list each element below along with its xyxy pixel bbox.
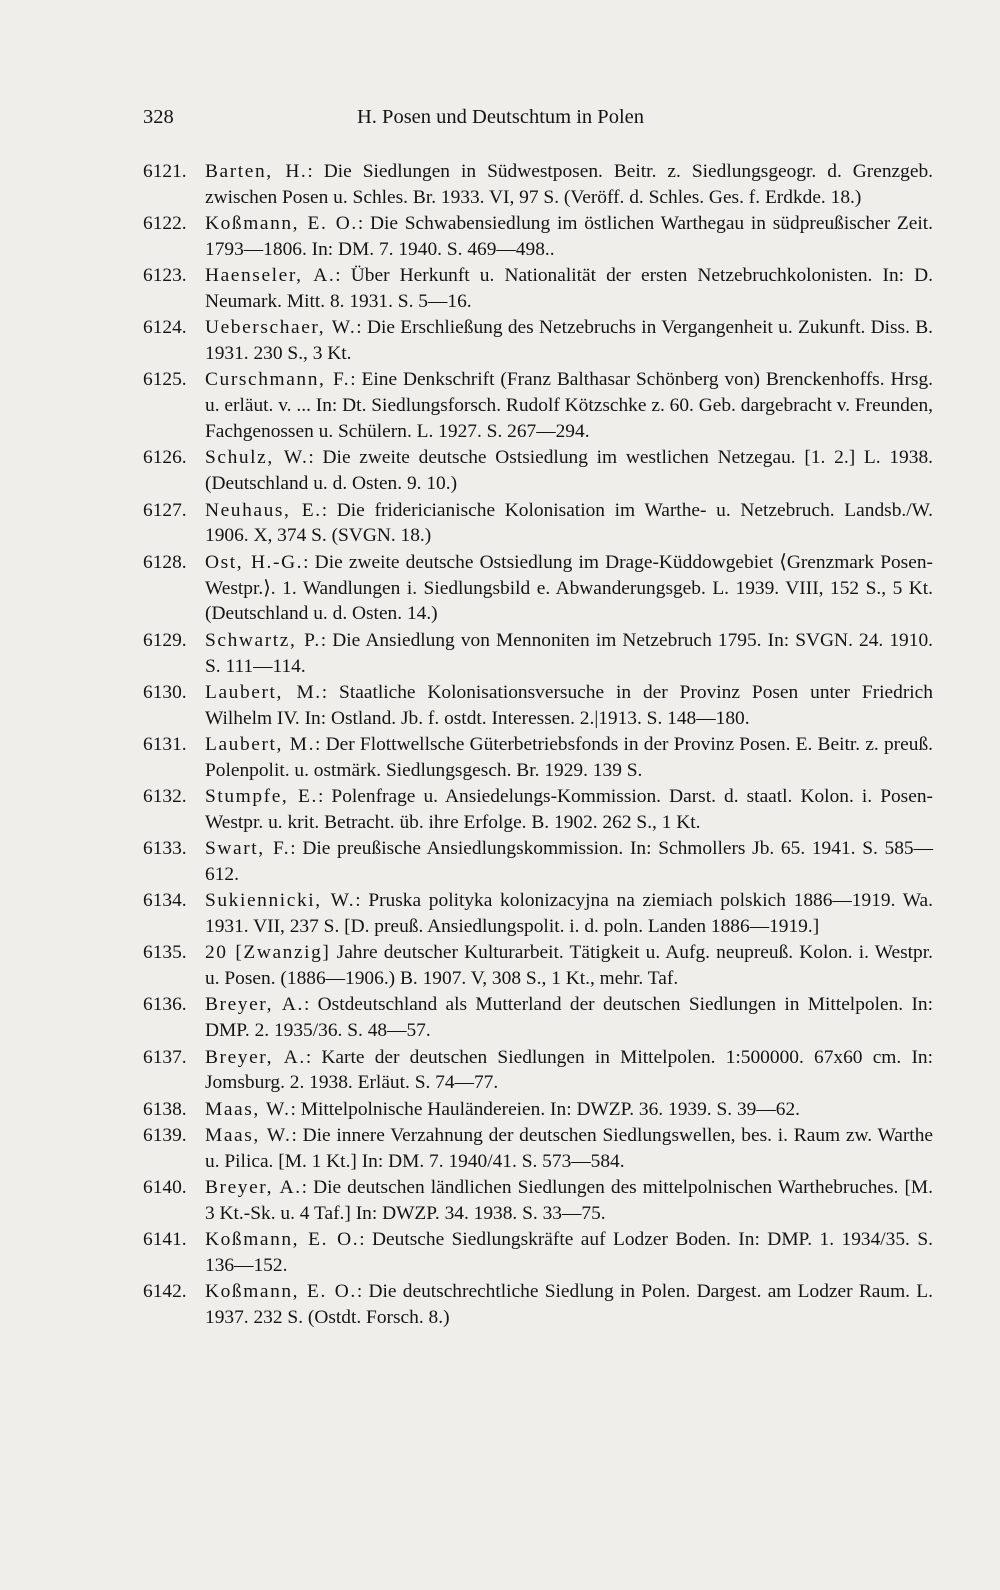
entry-number: 6140. [143, 1176, 187, 1198]
entry-number: 6135. [143, 942, 187, 964]
entry-citation: : Staatliche Kolonisationsversuche in der Provinz Posen unter Friedrich Wilhelm IV. In: Ostland. Jb. f. ostdt. Interessen. 2.|1913. S. 148—180. [205, 681, 933, 729]
entry-author: Breyer, A. [205, 994, 304, 1016]
entry-author: Breyer, A. [205, 1046, 306, 1068]
bibliography-entry [143, 550, 933, 628]
entry-citation: Jahre deutscher Kulturarbeit. Tätigkeit u. Aufg. neupreuß. Kolon. i. Westpr. u. Posen. (1886—1906.) B. 1907. V, 308 S., 1 Kt., mehr. Taf. [205, 942, 933, 990]
bibliography-entry [143, 1045, 933, 1097]
entry-number: 6122. [143, 213, 187, 235]
entry-number: 6139. [143, 1124, 187, 1146]
entry-text [205, 836, 933, 888]
entry-number: 6138. [143, 1098, 187, 1120]
entry-citation: : Polenfrage u. Ansiedelungs-Kommission. Darst. d. staatl. Kolon. i. Posen-Westpr. u. krit. Betracht. üb. ihre Erfolge. B. 1902. 262 S., 1 Kt. [205, 786, 933, 833]
entry-citation: : Pruska polityka kolonizacyjna na ziemiach polskich 1886—1919. Wa. 1931. VII, 237 S. [D. preuß. Ansiedlungspolit. i. d. poln. Landen 1886—1919.] [205, 890, 933, 938]
bibliography-entry [143, 784, 933, 836]
bibliography-entry [143, 940, 933, 992]
entry-number: 6125. [143, 369, 187, 391]
entry-citation: : Über Herkunft u. Nationalität der ersten Netzebruchkolonisten. In: D. Neumark. Mitt. 8. 1931. S. 5—16. [205, 265, 934, 313]
entry-citation: : Eine Denkschrift (Franz Balthasar Schönberg von) Brenckenhoffs. Hrsg. u. erläut. v. ... In: Dt. Siedlungsforsch. Rudolf Kötzschke z. 60. Geb. dargebracht v. Freunden, Fachgenossen u. Schülern. L. 1927. S. 267—294. [205, 369, 933, 443]
entry-citation: : Mittelpolnische Hauländereien. In: DWZP. 36. 1939. S. 39—62. [290, 1098, 800, 1120]
entry-author: Koßmann, E. O. [205, 213, 358, 235]
entry-author: 20 [Zwanzig] [205, 942, 331, 964]
bibliography-entry [143, 992, 933, 1044]
entry-number: 6132. [143, 786, 187, 808]
entry-text [205, 315, 933, 367]
entry-text [205, 445, 933, 497]
entry-author: Koßmann, E. O. [205, 1229, 360, 1251]
bibliography-entry [143, 1279, 933, 1331]
entry-citation: : Deutsche Siedlungskräfte auf Lodzer Boden. In: DMP. 1. 1934/35. S. 136—152. [205, 1229, 933, 1276]
entry-citation: : Karte der deutschen Siedlungen in Mittelpolen. 1:500000. 67x60 cm. In: Jomsburg. 2. 1938. Erläut. S. 74—77. [205, 1046, 933, 1094]
bibliography-entry [143, 1123, 933, 1175]
entry-citation: : Die innere Verzahnung der deutschen Siedlungswellen, bes. i. Raum zw. Warthe u. Pilica. [M. 1 Kt.] In: DM. 7. 1940/41. S. 573—584. [205, 1124, 933, 1172]
entry-author: Maas, W. [205, 1098, 291, 1120]
entry-text [205, 1175, 933, 1227]
page-number: 328 [143, 106, 174, 128]
entry-number: 6129. [143, 629, 187, 651]
entry-author: Stumpfe, E. [205, 786, 318, 808]
entry-text [205, 550, 933, 628]
entry-number: 6123. [143, 265, 187, 287]
bibliography-entry [143, 888, 933, 940]
entry-number: 6142. [143, 1281, 187, 1303]
entry-text [205, 1097, 933, 1123]
entry-citation: : Die Erschließung des Netzebruchs in Vergangenheit u. Zukunft. Diss. B. 1931. 230 S., 3 Kt. [205, 317, 933, 365]
page-header [143, 106, 923, 132]
entry-citation: : Die zweite deutsche Ostsiedlung im westlichen Netzegau. [1. 2.] L. 1938. (Deutschland u. d. Osten. 9. 10.) [205, 447, 933, 495]
entry-author: Breyer, A. [205, 1176, 302, 1198]
entry-text [205, 888, 933, 940]
bibliography-entry [143, 680, 933, 732]
entry-text [205, 498, 933, 550]
entry-author: Haenseler, A. [205, 265, 336, 287]
entry-citation: : Ostdeutschland als Mutterland der deutschen Siedlungen in Mittelpolen. In: DMP. 2. 1935/36. S. 48—57. [205, 994, 933, 1042]
entry-text [205, 1227, 933, 1279]
bibliography-entry [143, 159, 933, 211]
entry-author: Koßmann, E. O. [205, 1281, 357, 1303]
bibliography-list [143, 159, 933, 1331]
bibliography-entry [143, 211, 933, 263]
entry-citation: : Die deutschrechtliche Siedlung in Polen. Dargest. am Lodzer Raum. L. 1937. 232 S. (Ostdt. Forsch. 8.) [205, 1281, 933, 1329]
entry-text [205, 1279, 933, 1331]
entry-citation: : Die fridericianische Kolonisation im Warthe- u. Netzebruch. Landsb./W. 1906. X, 374 S. (SVGN. 18.) [205, 499, 933, 547]
entry-citation: : Der Flottwellsche Güterbetriebsfonds in der Provinz Posen. E. Beitr. z. preuß. Polenpolit. u. ostmärk. Siedlungsgesch. Br. 1929. 139 S. [205, 733, 933, 781]
bibliography-entry [143, 836, 933, 888]
bibliography-entry [143, 628, 933, 680]
entry-number: 6137. [143, 1046, 187, 1068]
entry-text [205, 263, 933, 315]
entry-number: 6121. [143, 161, 187, 182]
entry-citation: : Die zweite deutsche Ostsiedlung im Drage-Küddowgebiet ⟨Grenzmark Posen-Westpr.⟩. 1. Wandlungen i. Siedlungsbild e. Abwanderungsgeb. L. 1939. VIII, 152 S., 5 Kt. (Deutschland u. d. Osten. 14.) [205, 551, 933, 625]
entry-author: Laubert, M. [205, 733, 316, 755]
entry-text [205, 940, 933, 992]
entry-citation: : Die Schwabensiedlung im östlichen Warthegau in südpreußischer Zeit. 1793—1806. In: DM. 7. 1940. S. 469—498.. [205, 213, 933, 261]
entry-text [205, 367, 933, 445]
entry-author: Schwartz, P. [205, 629, 321, 651]
bibliography-entry [143, 263, 933, 315]
entry-author: Maas, W. [205, 1124, 292, 1146]
entry-number: 6141. [143, 1229, 187, 1251]
entry-author: Ost, H.-G. [205, 551, 304, 573]
entry-text [205, 159, 933, 211]
entry-author: Neuhaus, E. [205, 499, 322, 521]
entry-text [205, 732, 933, 784]
entry-text [205, 1123, 933, 1175]
entry-number: 6134. [143, 890, 187, 912]
entry-author: Barten, H. [205, 161, 308, 182]
entry-author: Sukiennicki, W. [205, 890, 356, 912]
entry-citation: : Die preußische Ansiedlungskommission. In: Schmollers Jb. 65. 1941. S. 585—612. [205, 838, 933, 886]
entry-text [205, 628, 933, 680]
bibliography-entry [143, 1175, 933, 1227]
entry-author: Swart, F. [205, 838, 291, 860]
entry-author: Ueberschaer, W. [205, 317, 357, 339]
entry-number: 6136. [143, 994, 187, 1016]
entry-citation: : Die deutschen ländlichen Siedlungen des mittelpolnischen Warthebruches. [M. 3 Kt.-Sk. u. 4 Taf.] In: DWZP. 34. 1938. S. 33—75. [205, 1176, 933, 1224]
entry-number: 6130. [143, 681, 187, 703]
entry-text [205, 992, 933, 1044]
entry-citation: : Die Ansiedlung von Mennoniten im Netzebruch 1795. In: SVGN. 24. 1910. S. 111—114. [205, 629, 933, 677]
entry-text [205, 784, 933, 836]
entry-text [205, 680, 933, 732]
entry-author: Schulz, W. [205, 447, 309, 469]
entry-number: 6133. [143, 838, 187, 860]
entry-author: Curschmann, F. [205, 369, 351, 391]
entry-number: 6128. [143, 551, 187, 573]
entry-citation: : Die Siedlungen in Südwestposen. Beitr. z. Siedlungsgeogr. d. Grenzgeb. zwischen Posen u. Schles. Br. 1933. VI, 97 S. (Veröff. d. Schles. Ges. f. Erdkde. 18.) [205, 161, 934, 208]
entry-number: 6131. [143, 733, 187, 755]
bibliography-entry [143, 498, 933, 550]
entry-author: Laubert, M. [205, 681, 322, 703]
bibliography-entry [143, 445, 933, 497]
entry-number: 6127. [143, 499, 187, 521]
running-title: H. Posen und Deutschtum in Polen [357, 106, 644, 128]
bibliography-entry [143, 315, 933, 367]
entry-text [205, 211, 933, 263]
bibliography-entry [143, 1097, 933, 1123]
entry-number: 6126. [143, 447, 187, 469]
bibliography-entry [143, 732, 933, 784]
bibliography-entry [143, 1227, 933, 1279]
bibliography-entry [143, 367, 933, 445]
entry-text [205, 1045, 933, 1097]
entry-number: 6124. [143, 317, 187, 339]
